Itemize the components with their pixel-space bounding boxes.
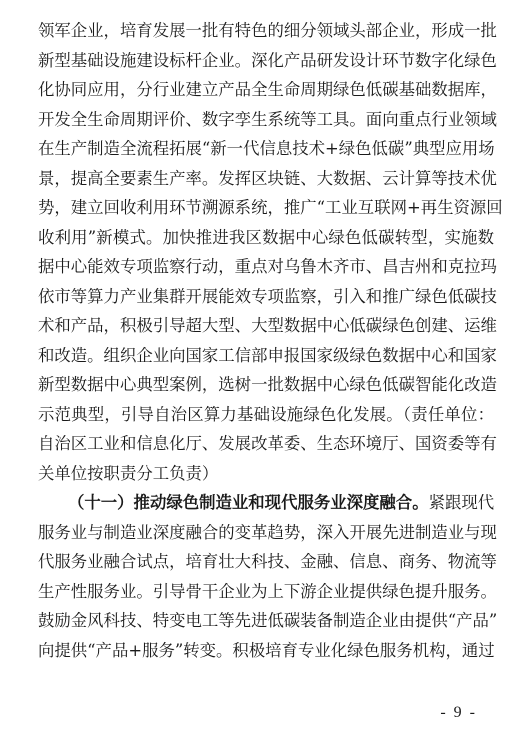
section-first-line [38, 488, 494, 518]
text-line: 景，提高全要素生产率。发挥区块链、大数据、云计算等技术优 [38, 168, 497, 188]
text-line: 新型基础设施建设标杆企业。深化产品研发设计环节数字化绿色 [38, 50, 497, 70]
text-line: 示范典型，引导自治区算力基础设施绿色化发展。（责任单位： [38, 404, 494, 424]
page-number: - 9 - [440, 704, 477, 721]
text-line: 领军企业，培育发展一批有特色的细分领域头部企业，形成一批 [38, 21, 497, 40]
section-heading: （十一）推动绿色制造业和现代服务业深度融合。 [68, 493, 429, 512]
text-line: 术和产品，积极引导超大型、大型数据中心低碳绿色创建、运维 [38, 316, 497, 335]
text-line: 依市等算力产业集群开展能效专项监察，引入和推广绿色低碳技 [38, 286, 497, 306]
text-line: 和改造。组织企业向国家工信部申报国家级绿色数据中心和国家 [38, 345, 497, 365]
section-first-line-text: 紧跟现代 [428, 493, 495, 512]
text-line: 鼓励金风科技、特变电工等先进低碳装备制造企业由提供“产品” [38, 611, 498, 630]
text-line: 新型数据中心典型案例，选树一批数据中心绿色低碳智能化改造 [38, 375, 497, 394]
text-line: 生产性服务业。引导骨干企业为上下游企业提供绿色提升服务。 [38, 581, 497, 601]
text-line: 势，建立回收利用环节溯源系统，推广“工业互联网+再生资源回 [38, 198, 503, 217]
text-line: 据中心能效专项监察行动，重点对乌鲁木齐市、昌吉州和克拉玛 [38, 257, 497, 276]
text-line: 开发全生命周期评价、数字孪生系统等工具。面向重点行业领域 [38, 109, 497, 129]
text-line: 代服务业融合试点，培育壮大科技、金融、信息、商务、物流等 [38, 552, 497, 571]
text-line: 在生产制造全流程拓展“新一代信息技术+绿色低碳”典型应用场 [38, 139, 495, 158]
text-line: 关单位按职责分工负责） [38, 463, 219, 483]
text-line: 向提供“产品+服务”转变。积极培育专业化绿色服务机构，通过 [38, 640, 495, 660]
text-line: 自治区工业和信息化厅、发展改革委、生态环境厅、国资委等有 [38, 434, 497, 453]
text-line: 收利用”新模式。加快推进我区数据中心绿色低碳转型，实施数 [38, 227, 494, 247]
text-line: 化协同应用，分行业建立产品全生命周期绿色低碳基础数据库， [38, 80, 497, 99]
body-text [38, 16, 503, 665]
text-line: 服务业与制造业深度融合的变革趋势，深入开展先进制造业与现 [38, 522, 497, 542]
